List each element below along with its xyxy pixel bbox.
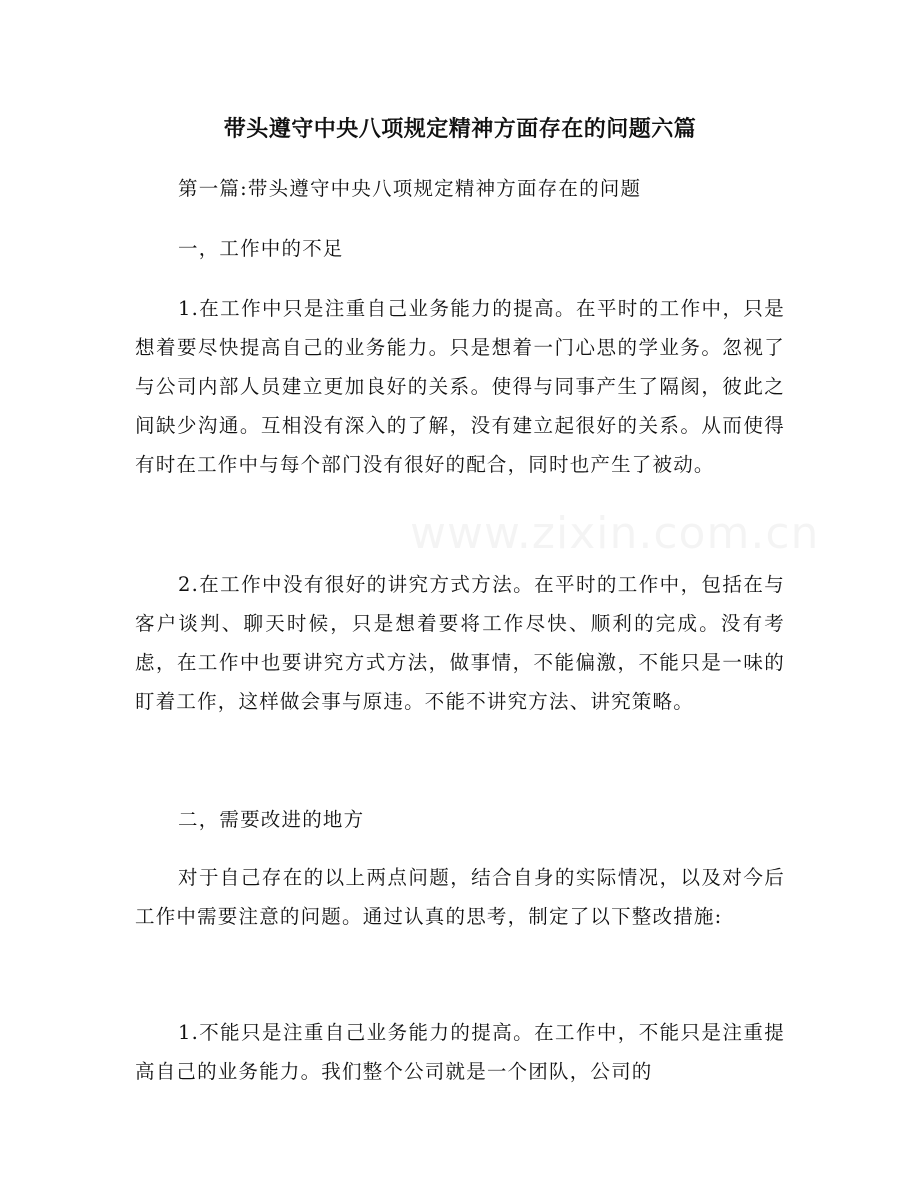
paragraph-point-1: 1.在工作中只是注重自己业务能力的提高。在平时的工作中，只是想着要尽快提高自己的业务能力。只是想着一门心思的学业务。忽视了与公司内部人员建立更加良好的关系。使得与同事产生了隔阂，彼此之间缺少沟通。互相没有深入的了解，没有建立起很好的关系。从而使得有时在工作中与每个部门没有很好的配合，同时也产生了被动。	[135, 297, 785, 476]
paragraph-measure-1: 1.不能只是注重自己业务能力的提高。在工作中，不能只是注重提高自己的业务能力。我们整个公司就是一个团队，公司的	[135, 1021, 785, 1083]
subheading-shortcomings: 一，工作中的不足	[178, 237, 344, 260]
paragraph-intro-measures: 对于自己存在的以上两点问题，结合自身的实际情况，以及对今后工作中需要注意的问题。通过认真的思考，制定了以下整改措施:	[135, 866, 785, 928]
document-title: 带头遵守中央八项规定精神方面存在的问题六篇	[223, 116, 697, 142]
watermark	[410, 508, 819, 559]
paragraph-point-2: 2.在工作中没有很好的讲究方式方法。在平时的工作中，包括在与客户谈判、聊天时候，只是想着要将工作尽快、顺利的完成。没有考虑，在工作中也要讲究方式方法，做事情，不能偏激，不能只是一味的盯着工作，这样做会事与原违。不能不讲究方法、讲究策略。	[135, 573, 785, 713]
section-heading-part-one: 第一篇:带头遵守中央八项规定精神方面存在的问题	[178, 177, 642, 200]
subheading-improvements: 二，需要改进的地方	[178, 808, 365, 831]
